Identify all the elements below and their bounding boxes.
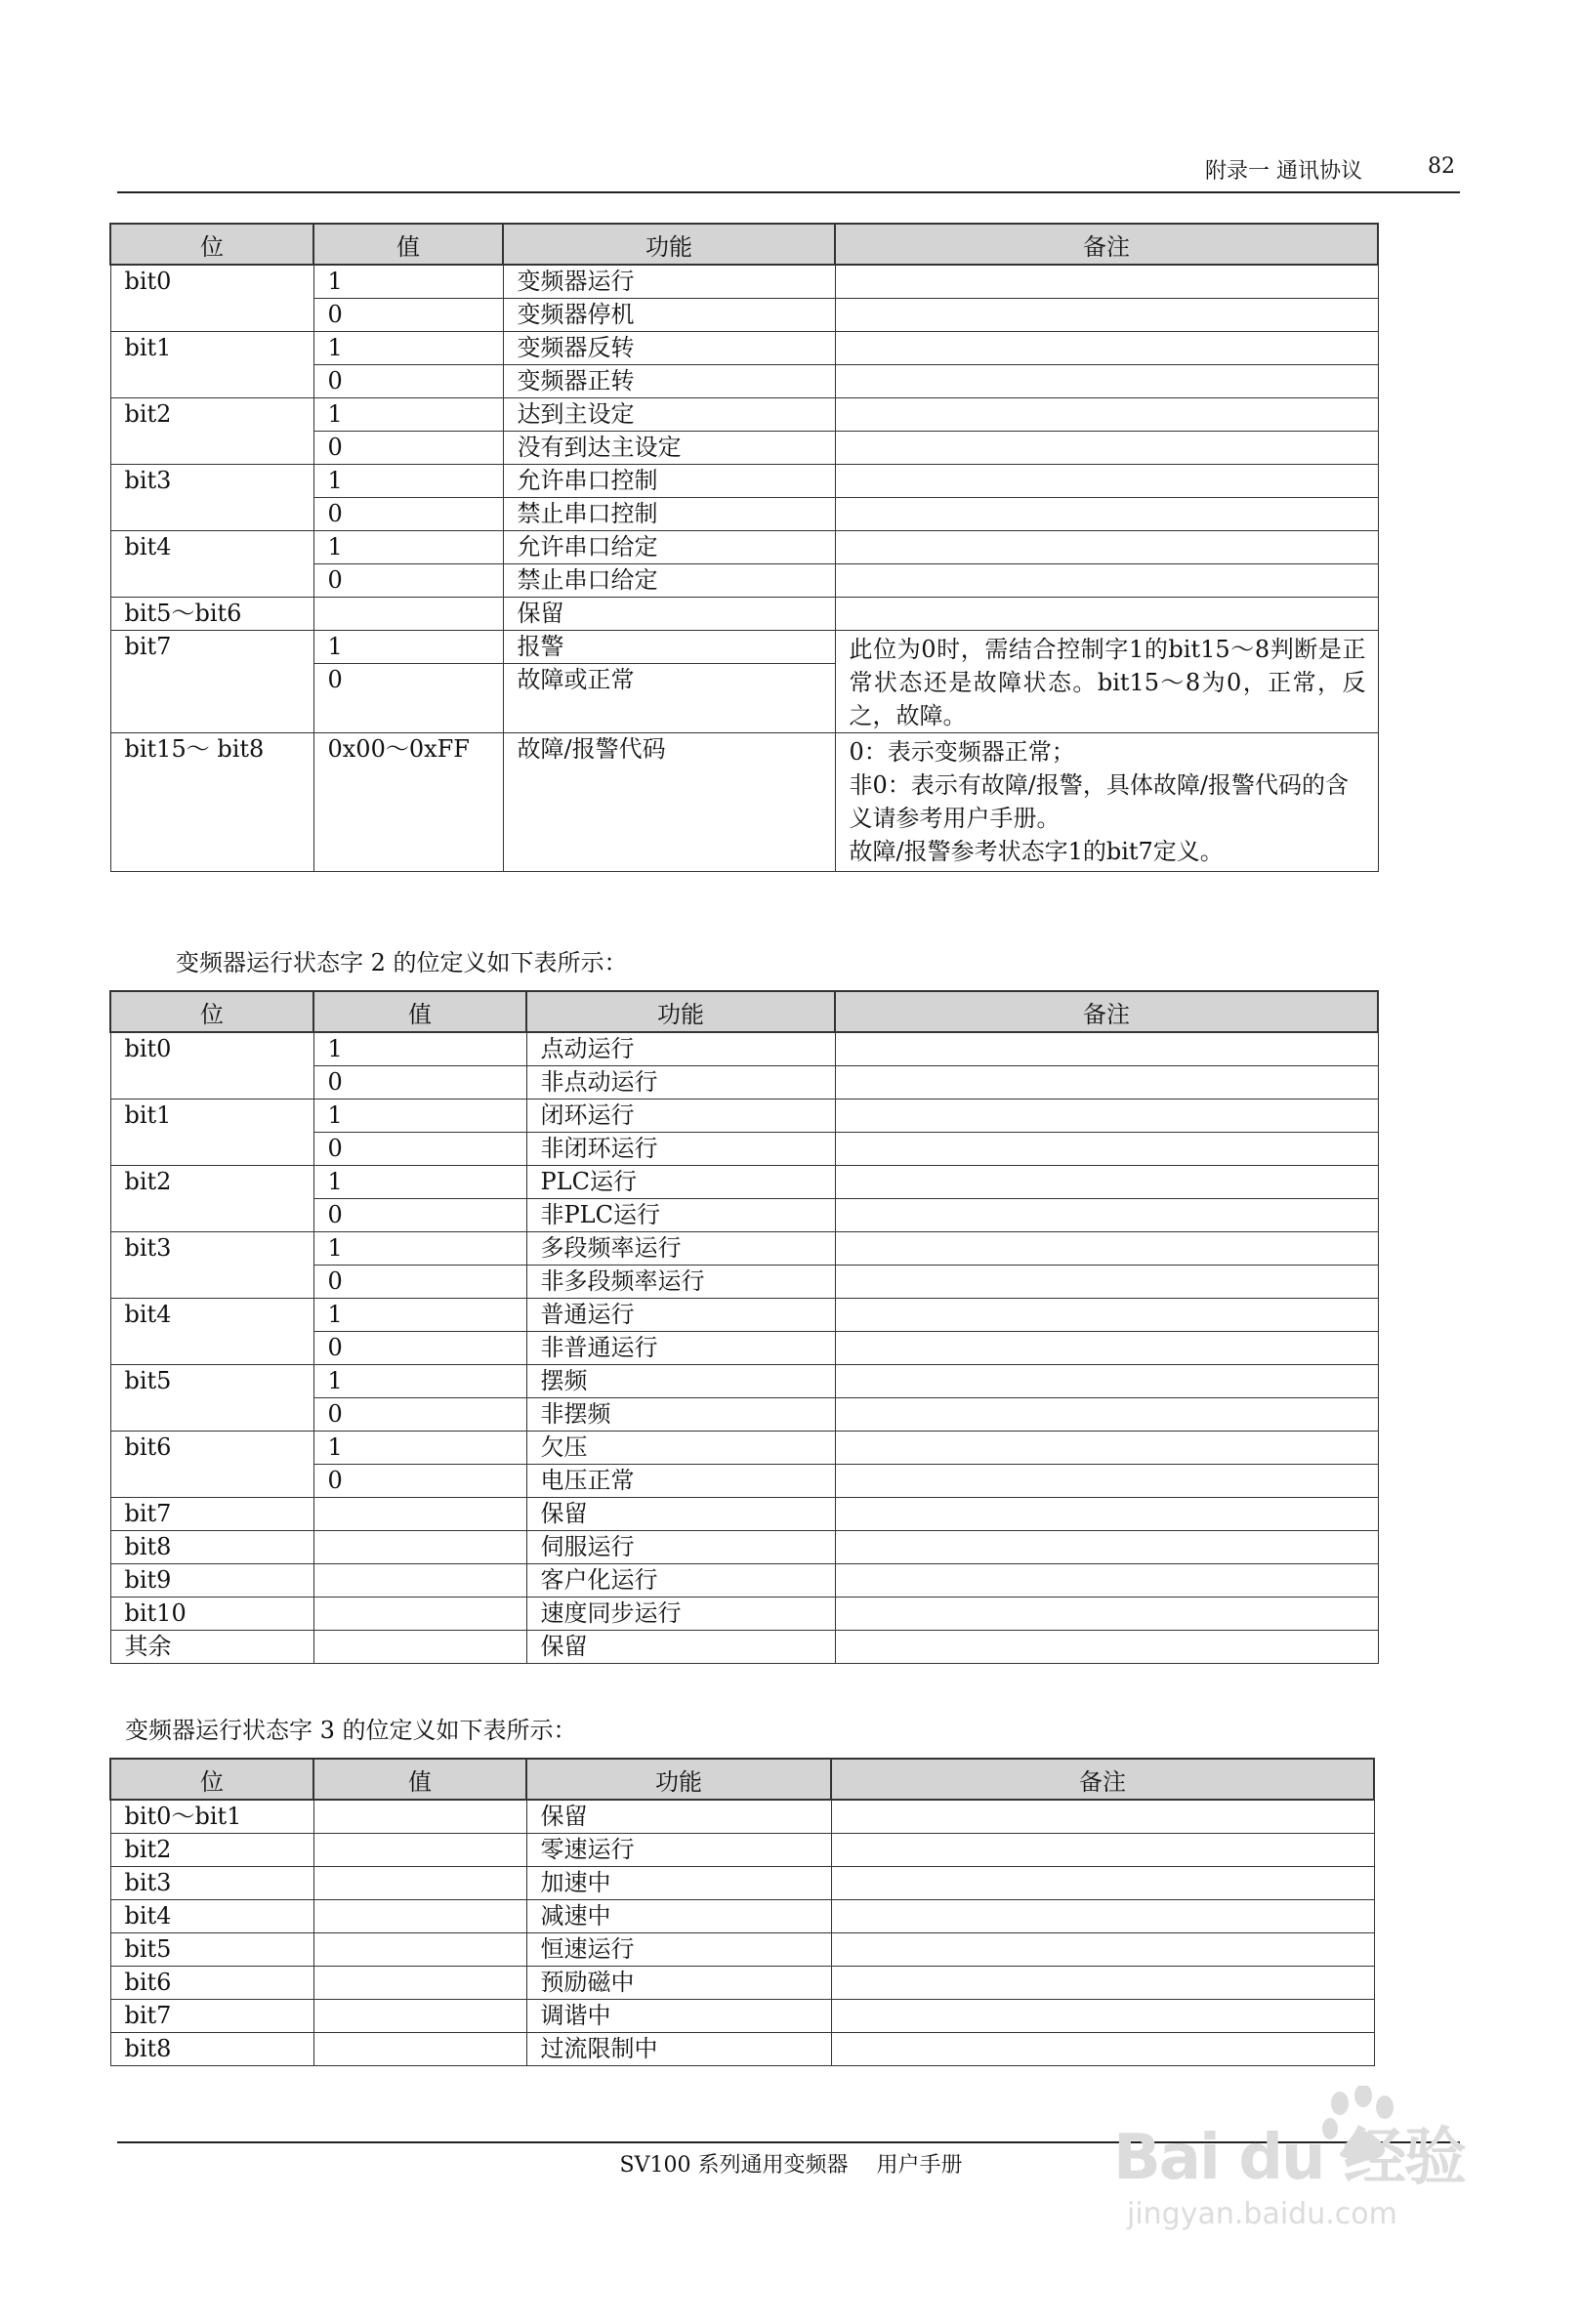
function-cell: 预励磁中 [526, 1967, 831, 2000]
bit-cell: bit0 [110, 1032, 313, 1100]
value-cell [313, 1800, 526, 1834]
value-cell: 0 [313, 365, 503, 398]
col-header-value: 值 [313, 224, 503, 265]
note-cell [831, 1967, 1374, 2000]
col-header-value: 值 [313, 1759, 526, 1800]
col-header-bit: 位 [110, 1759, 313, 1800]
note-cell [835, 1032, 1378, 1066]
function-cell: 保留 [526, 1498, 835, 1531]
bit-cell: 其余 [110, 1631, 313, 1664]
table-row [110, 332, 1378, 365]
value-cell [313, 2000, 526, 2033]
bit-cell: bit8 [110, 2033, 313, 2066]
table-row [110, 1967, 1374, 2000]
value-cell: 1 [313, 1100, 526, 1133]
bit-cell: bit5 [110, 1365, 313, 1432]
value-cell [313, 1564, 526, 1598]
paragraph-status-word-3: 变频器运行状态字 3 的位定义如下表所示： [125, 1717, 577, 1744]
value-cell: 1 [313, 531, 503, 564]
bit-cell: bit7 [110, 1498, 313, 1531]
function-cell: 变频器正转 [503, 365, 835, 398]
function-cell: 变频器停机 [503, 299, 835, 332]
table-body [110, 1800, 1374, 2066]
table-row [110, 1299, 1378, 1332]
note-cell [835, 1232, 1378, 1266]
table-row [110, 1432, 1378, 1465]
table-row [110, 1365, 1378, 1398]
table-row [110, 465, 1378, 498]
status-word-3-table [109, 1758, 1375, 2066]
watermark-logo: Bai du 经验 [1113, 2122, 1465, 2194]
value-cell: 1 [313, 265, 503, 299]
note-cell [835, 564, 1378, 598]
value-cell [313, 1598, 526, 1631]
table-row [110, 1900, 1374, 1933]
value-cell [313, 1498, 526, 1531]
function-cell: 达到主设定 [503, 398, 835, 432]
bit-cell: bit7 [110, 2000, 313, 2033]
value-cell [313, 1933, 526, 1967]
note-cell: 此位为0时，需结合控制字1的bit15～8判断是正常状态还是故障状态。bit15～8为0，正常，反之，故障。 [835, 631, 1378, 733]
col-header-bit: 位 [110, 991, 313, 1032]
table-row [110, 531, 1378, 564]
note-cell [835, 465, 1378, 498]
col-header-function: 功能 [526, 1759, 831, 1800]
bit-cell: bit3 [110, 465, 313, 531]
function-cell: 非PLC运行 [526, 1199, 835, 1232]
bit-cell: bit8 [110, 1531, 313, 1564]
bit-cell: bit1 [110, 332, 313, 398]
note-cell [835, 265, 1378, 299]
bit-cell: bit9 [110, 1564, 313, 1598]
bit-cell: bit5 [110, 1933, 313, 1967]
note-cell [835, 1398, 1378, 1432]
note-cell [835, 1133, 1378, 1166]
function-cell: 允许串口控制 [503, 465, 835, 498]
bit-cell: bit2 [110, 1166, 313, 1232]
value-cell: 1 [313, 1232, 526, 1266]
note-cell [835, 1166, 1378, 1199]
note-cell [831, 2000, 1374, 2033]
note-cell [835, 733, 1378, 872]
table-row [110, 1564, 1378, 1598]
note-cell [835, 398, 1378, 432]
table-row [110, 1867, 1374, 1900]
function-cell: 非摆频 [526, 1398, 835, 1432]
value-cell: 0 [313, 1266, 526, 1299]
note-cell [835, 299, 1378, 332]
paragraph-status-word-2: 变频器运行状态字 2 的位定义如下表所示： [176, 949, 628, 976]
table-row [110, 1032, 1378, 1066]
function-cell: 速度同步运行 [526, 1598, 835, 1631]
function-cell: 报警 [503, 631, 835, 664]
value-cell [313, 1867, 526, 1900]
value-cell [313, 1900, 526, 1933]
col-header-function: 功能 [503, 224, 835, 265]
function-cell: PLC运行 [526, 1166, 835, 1199]
value-cell: 0 [313, 1133, 526, 1166]
function-cell: 恒速运行 [526, 1933, 831, 1967]
value-cell: 0 [313, 1066, 526, 1100]
bit-cell: bit0 [110, 265, 313, 332]
note-cell [831, 1933, 1374, 1967]
col-header-bit: 位 [110, 224, 313, 265]
function-cell: 故障或正常 [503, 664, 835, 733]
value-cell: 0 [313, 664, 503, 733]
function-cell: 过流限制中 [526, 2033, 831, 2066]
bit-cell: bit15～ bit8 [110, 733, 313, 872]
function-cell: 禁止串口给定 [503, 564, 835, 598]
function-cell: 零速运行 [526, 1834, 831, 1867]
note-cell [831, 1867, 1374, 1900]
note-cell [835, 598, 1378, 631]
col-header-note: 备注 [831, 1759, 1374, 1800]
function-cell: 允许串口给定 [503, 531, 835, 564]
bit-cell: bit0～bit1 [110, 1800, 313, 1834]
value-cell [313, 2033, 526, 2066]
note-cell [835, 1199, 1378, 1232]
function-cell: 故障/报警代码 [503, 733, 835, 872]
function-cell: 闭环运行 [526, 1100, 835, 1133]
bit-cell: bit4 [110, 531, 313, 598]
note-cell [835, 1266, 1378, 1299]
watermark-url: jingyan.baidu.com [1127, 2197, 1397, 2231]
value-cell: 1 [313, 465, 503, 498]
note-cell [835, 1498, 1378, 1531]
value-cell: 0 [313, 299, 503, 332]
value-cell: 0 [313, 1332, 526, 1365]
note-cell [835, 498, 1378, 531]
table-row [110, 1100, 1378, 1133]
function-cell: 没有到达主设定 [503, 432, 835, 465]
function-cell: 伺服运行 [526, 1531, 835, 1564]
value-cell: 1 [313, 398, 503, 432]
bit-cell: bit3 [110, 1867, 313, 1900]
function-cell: 摆频 [526, 1365, 835, 1398]
note-line: 非0：表示有故障/报警，具体故障/报警代码的含义请参考用户手册。 [849, 771, 1349, 832]
bit-cell: bit6 [110, 1967, 313, 2000]
table-row [110, 1531, 1378, 1564]
function-cell: 非多段频率运行 [526, 1266, 835, 1299]
value-cell: 1 [313, 631, 503, 664]
note-cell [835, 365, 1378, 398]
table-row [110, 2000, 1374, 2033]
function-cell: 保留 [526, 1631, 835, 1664]
value-cell [313, 1531, 526, 1564]
function-cell: 欠压 [526, 1432, 835, 1465]
table-row [110, 1598, 1378, 1631]
function-cell: 调谐中 [526, 2000, 831, 2033]
table-row [110, 598, 1378, 631]
bit-cell: bit7 [110, 631, 313, 733]
function-cell: 非普通运行 [526, 1332, 835, 1365]
function-cell: 保留 [503, 598, 835, 631]
function-cell: 客户化运行 [526, 1564, 835, 1598]
bit-cell: bit2 [110, 1834, 313, 1867]
note-cell [835, 1564, 1378, 1598]
value-cell: 1 [313, 1365, 526, 1398]
note-cell [831, 1834, 1374, 1867]
note-cell [831, 1900, 1374, 1933]
note-cell [835, 1531, 1378, 1564]
table-row [110, 1800, 1374, 1834]
function-cell: 保留 [526, 1800, 831, 1834]
value-cell [313, 1834, 526, 1867]
value-cell [313, 1631, 526, 1664]
table-row [110, 1232, 1378, 1266]
function-cell: 非点动运行 [526, 1066, 835, 1100]
table-row [110, 631, 1378, 664]
function-cell: 电压正常 [526, 1465, 835, 1498]
bit-cell: bit10 [110, 1598, 313, 1631]
function-cell: 普通运行 [526, 1299, 835, 1332]
table-header-row [110, 991, 1378, 1032]
col-header-function: 功能 [526, 991, 835, 1032]
bit-cell: bit4 [110, 1900, 313, 1933]
note-cell [835, 1100, 1378, 1133]
value-cell: 0 [313, 564, 503, 598]
note-line: 0：表示变频器正常； [849, 738, 1075, 766]
note-cell [835, 1598, 1378, 1631]
function-cell: 多段频率运行 [526, 1232, 835, 1266]
function-cell: 点动运行 [526, 1032, 835, 1066]
value-cell: 0 [313, 1199, 526, 1232]
note-line: 故障/报警参考状态字1的bit7定义。 [849, 838, 1224, 865]
bit-cell: bit4 [110, 1299, 313, 1365]
table-row [110, 265, 1378, 299]
note-cell [835, 332, 1378, 365]
note-cell [835, 432, 1378, 465]
note-cell [835, 1465, 1378, 1498]
value-cell: 0 [313, 1465, 526, 1498]
bit-cell: bit6 [110, 1432, 313, 1498]
bit-cell: bit2 [110, 398, 313, 465]
table-header-row [110, 1759, 1374, 1800]
function-cell: 变频器运行 [503, 265, 835, 299]
function-cell: 禁止串口控制 [503, 498, 835, 531]
function-cell: 减速中 [526, 1900, 831, 1933]
note-cell [831, 1800, 1374, 1834]
table-row [110, 1498, 1378, 1531]
bit-cell: bit3 [110, 1232, 313, 1299]
page-header [117, 146, 1460, 193]
table-row [110, 1933, 1374, 1967]
value-cell: 0 [313, 498, 503, 531]
table-header-row [110, 224, 1378, 265]
status-word-2-table [109, 990, 1379, 1664]
status-word-1-table [109, 223, 1379, 872]
note-cell [835, 1631, 1378, 1664]
table-body [110, 265, 1378, 872]
value-cell: 1 [313, 1432, 526, 1465]
table-row [110, 1166, 1378, 1199]
note-cell [835, 531, 1378, 564]
table-row [110, 1834, 1374, 1867]
bit-cell: bit1 [110, 1100, 313, 1166]
note-cell [831, 2033, 1374, 2066]
value-cell [313, 1967, 526, 2000]
table-row [110, 1631, 1378, 1664]
note-cell [835, 1432, 1378, 1465]
table-row [110, 2033, 1374, 2066]
table-body [110, 1032, 1378, 1664]
value-cell: 1 [313, 1299, 526, 1332]
value-cell: 1 [313, 332, 503, 365]
value-cell [313, 598, 503, 631]
note-cell [835, 1299, 1378, 1332]
function-cell: 加速中 [526, 1867, 831, 1900]
value-cell: 1 [313, 1166, 526, 1199]
table-row [110, 733, 1378, 872]
col-header-value: 值 [313, 991, 526, 1032]
page-number: 82 [1428, 154, 1455, 179]
function-cell: 变频器反转 [503, 332, 835, 365]
col-header-note: 备注 [835, 224, 1378, 265]
table-row [110, 398, 1378, 432]
value-cell: 1 [313, 1032, 526, 1066]
note-cell [835, 1365, 1378, 1398]
bit-cell: bit5～bit6 [110, 598, 313, 631]
value-cell: 0x00～0xFF [313, 733, 503, 872]
value-cell: 0 [313, 1398, 526, 1432]
function-cell: 非闭环运行 [526, 1133, 835, 1166]
value-cell: 0 [313, 432, 503, 465]
page-footer: SV100 系列通用变频器 用户手册 [619, 2153, 963, 2178]
note-cell [835, 1066, 1378, 1100]
baidu-watermark [1084, 2099, 1475, 2246]
col-header-note: 备注 [835, 991, 1378, 1032]
header-section-title: 附录一 通讯协议 [1205, 159, 1362, 184]
note-cell [835, 1332, 1378, 1365]
